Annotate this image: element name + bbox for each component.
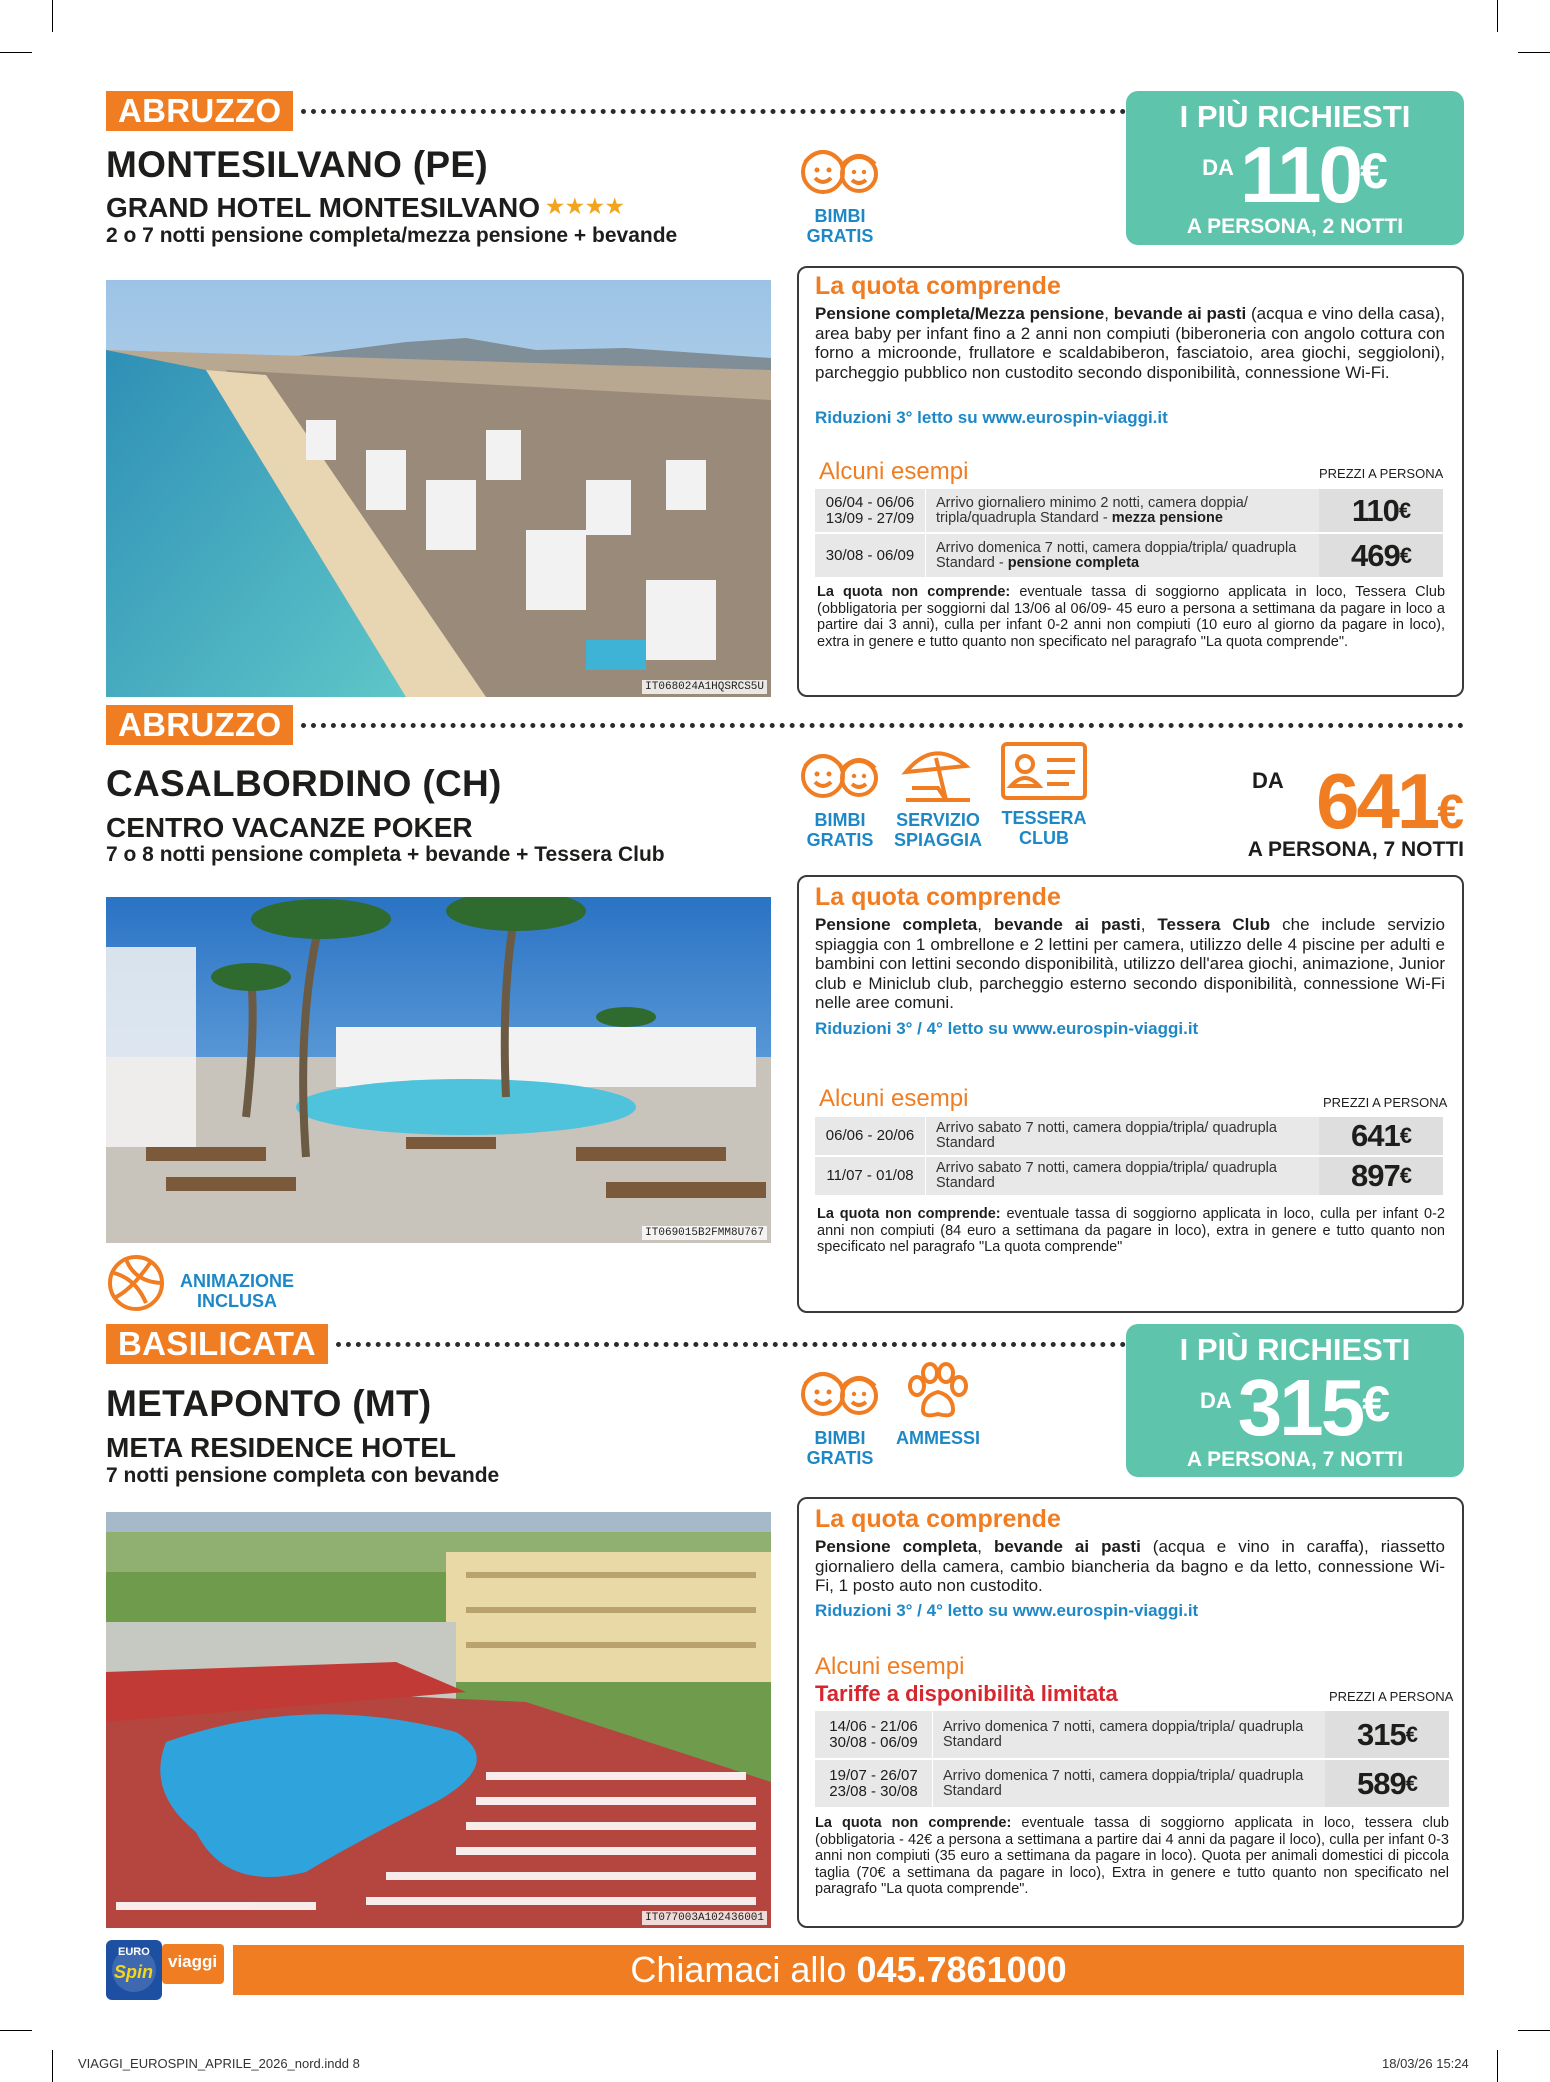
reductions-link[interactable]: Riduzioni 3° letto su www.eurospin-viaggi.it [815, 408, 1168, 427]
city-title: METAPONTO (MT) [106, 1383, 432, 1424]
price-value: 110 [1239, 130, 1361, 219]
table-row [815, 534, 1443, 577]
date-value: 06/04 - 06/06 [825, 493, 915, 511]
price-cell [1319, 1157, 1443, 1195]
examples-table [815, 1117, 1443, 1195]
animation-label-line: ANIMAZIONE [180, 1271, 294, 1291]
note-label: La quota non comprende: [817, 1206, 1001, 1222]
inclusion-sep: , [977, 915, 994, 934]
inclusion-sep: , [1104, 304, 1114, 323]
feature-label: TESSERA [1001, 808, 1087, 828]
animation-label-line: INCLUSA [197, 1291, 277, 1311]
hotel-photo [106, 897, 771, 1243]
reductions-link[interactable]: Riduzioni 3° / 4° letto su www.eurospin-viaggi.it [815, 1601, 1199, 1620]
price-value: 469 [1351, 537, 1400, 573]
crop-mark [1518, 52, 1550, 53]
desc-bold: mezza pensione [1111, 509, 1223, 526]
feature-kids-free [790, 744, 890, 850]
price-prefix: DA [1252, 768, 1284, 793]
price-currency: € [1405, 1721, 1417, 1747]
feature-label: BIMBI [814, 810, 866, 830]
price-value: 897 [1351, 1158, 1400, 1193]
paw-icon [903, 1362, 973, 1422]
date-cell [815, 1760, 933, 1807]
date-cell [815, 534, 926, 577]
hotel-photo [106, 280, 771, 697]
promo-price-box [1126, 91, 1464, 245]
feature-kids-free [790, 1362, 890, 1468]
limited-availability-label: Tariffe a disponibilità limitata [815, 1681, 1118, 1706]
feature-pets-allowed [888, 1362, 988, 1448]
crop-mark [1497, 0, 1498, 32]
city-title: CASALBORDINO (CH) [106, 763, 502, 804]
desc-cell [926, 534, 1318, 577]
date-cell [815, 1711, 933, 1758]
note-text: eventuale tassa di soggiorno applicata in loco, Tessera Club (obbligatoria per soggiorni dal 13/06 al 06/09- 45 euro a persona a settimana da pagare in loco a partire dai 3 anni), culla per infant 0-2 anni non compiuti (10 euro al giorno da pagare in loco), extra in genere e tutto quanto non specificato nel paragrafo "La quota comprende". [817, 584, 1446, 650]
club-card-icon [999, 740, 1089, 802]
print-slug-file: VIAGGI_EUROSPIN_APRILE_2026_nord.indd 8 [78, 2056, 360, 2071]
eurospin-viaggi-logo [106, 1940, 224, 2000]
exclusions-note [815, 1815, 1449, 1898]
feature-label: BIMBI [814, 206, 866, 226]
inclusion-rest: (acqua e vino in caraffa), riassetto giornaliero della camera, cambio biancheria da bagno e da letto, connessione Wi-Fi, 1 posto auto non custodito. [815, 1537, 1445, 1595]
desc-text: Arrivo domenica 7 notti, camera doppia/tripla/ quadrupla Standard [943, 1718, 1304, 1750]
table-row [815, 489, 1443, 532]
examples-table [815, 489, 1443, 577]
price-currency: € [1399, 1123, 1411, 1148]
hotel-photo [106, 1512, 771, 1928]
feature-label: GRATIS [806, 226, 874, 246]
inclusion-bold: Pensione completa/Mezza pensione [815, 304, 1105, 323]
inclusion-rest: (acqua e vino della casa), area baby per infant fino a 2 anni non compiuti (biberoneria con angolo cottura con forno a microonde, frullatore e scaldabiberon, fasciatoio, area giochi, seggioloni), parcheggio pubblico non custodito secondo disponibilità, connessione Wi-Fi. [815, 304, 1446, 382]
inclusion-bold: bevande ai pasti [993, 915, 1141, 934]
feature-label: AMMESSI [895, 1428, 980, 1448]
price-cell [1325, 1760, 1449, 1807]
feature-label: GRATIS [806, 1448, 874, 1468]
photo-code: IT077003A102436001 [642, 1911, 767, 1925]
phone-number[interactable]: 045.7861000 [856, 1949, 1067, 1990]
crop-mark [52, 2050, 53, 2082]
desc-cell [926, 1157, 1318, 1195]
examples-title: Alcuni esempi [819, 458, 969, 485]
crop-mark [52, 0, 53, 32]
price-value: 641 [1351, 1118, 1400, 1153]
desc-cell [926, 1117, 1318, 1155]
promo-price-box [1126, 1324, 1464, 1477]
price-cell [1325, 1711, 1449, 1758]
date-value: 19/07 - 26/07 [829, 1766, 918, 1784]
dotted-divider [301, 723, 1464, 728]
feature-label: SERVIZIO [896, 810, 980, 830]
reductions-link[interactable]: Riduzioni 3° / 4° letto su www.eurospin-viaggi.it [815, 1019, 1199, 1038]
box-title: La quota comprende [815, 272, 1061, 300]
call-us-bar[interactable] [233, 1945, 1464, 1995]
desc-text: Arrivo domenica 7 notti, camera doppia/tripla/ quadrupla Standard [943, 1767, 1304, 1799]
price-currency: € [1398, 497, 1411, 523]
hotel-name [106, 192, 626, 224]
desc-text: Arrivo domenica 7 notti, camera doppia/tripla/ quadrupla Standard - [936, 539, 1297, 571]
feature-beach-service [888, 744, 988, 850]
inclusion-sep: , [977, 1537, 994, 1556]
logo-text-main: Spin [114, 1962, 153, 1982]
region-bar [106, 1324, 1126, 1364]
table-row [815, 1117, 1443, 1155]
examples-title: Alcuni esempi [815, 1653, 965, 1680]
hotel-name: META RESIDENCE HOTEL [106, 1432, 457, 1463]
price-cell [1319, 1117, 1443, 1155]
info-box [797, 875, 1464, 1313]
date-cell [815, 1117, 926, 1155]
promo-footnote: A PERSONA, 2 NOTTI [1186, 215, 1404, 238]
desc-text: Arrivo sabato 7 notti, camera doppia/tripla/ quadrupla Standard [936, 1160, 1277, 1191]
promo-title: I PIÙ RICHIESTI [1179, 99, 1411, 134]
price-cell [1319, 534, 1443, 577]
date-value: 30/08 - 06/09 [825, 546, 915, 564]
promo-title: I PIÙ RICHIESTI [1179, 1332, 1411, 1367]
price-currency: € [1399, 1163, 1411, 1188]
crop-mark [1497, 2050, 1498, 2082]
photo-code: IT068024A1HQSRCS5U [642, 680, 767, 694]
print-slug-date: 18/03/26 15:24 [1382, 2056, 1469, 2071]
feature-club-card [993, 740, 1095, 848]
offer-subtitle: 2 o 7 notti pensione completa/mezza pensione + bevande [106, 224, 678, 247]
table-row [815, 1711, 1449, 1758]
price-value: 315 [1357, 1716, 1406, 1752]
date-value: 06/06 - 20/06 [825, 1127, 915, 1144]
inclusions-text [815, 915, 1445, 1013]
feature-label: GRATIS [806, 830, 874, 850]
offer-price [1200, 757, 1464, 868]
note-label: La quota non comprende: [815, 1815, 1012, 1831]
price-currency: € [1405, 1770, 1417, 1796]
crop-mark [0, 2030, 32, 2031]
examples-title: Alcuni esempi [819, 1085, 969, 1112]
desc-text: Arrivo giornaliero minimo 2 notti, camera doppia/ tripla/quadrupla Standard - [936, 494, 1248, 526]
date-value: 11/07 - 01/08 [826, 1167, 914, 1184]
note-text: eventuale tassa di soggiorno applicata in loco, tessera club (obbligatoria - 42€ a persona a settimana a partire dai 4 anni da pagare il loco), culla per infant 0-3 anni non compiuti (35 euro a settimana da pagare in loco). Quota per animali domestici di piccola taglia (70€ a settimana da pagare in loco), Extra in genere e tutto quanto non specificato nel paragrafo "La quota comprende". [815, 1815, 1449, 1897]
price-footnote: A PERSONA, 7 NOTTI [1247, 838, 1464, 861]
inclusion-bold: Pensione completa [815, 915, 978, 934]
inclusion-rest: che include servizio spiaggia con 1 ombrellone e 2 lettini per camera, utilizzo delle 4 piscine per adulti e bambini con lettini secondo disponibilità, utilizzo dell'area giochi, animazione, Junior club e Miniclub club, parcheggio esterno secondo disponibilità, connessione Wi-Fi nelle aree comuni. [815, 915, 1445, 1012]
info-box [797, 1497, 1464, 1928]
per-person-label: PREZZI A PERSONA [1323, 1095, 1448, 1110]
inclusion-sep: , [1140, 915, 1158, 934]
feature-kids-free [790, 140, 890, 246]
logo-text-top: EURO [118, 1946, 150, 1958]
inclusion-bold: Tessera Club [1157, 915, 1271, 934]
date-cell [815, 1157, 926, 1195]
price-main [1316, 757, 1464, 845]
inclusions-text [815, 1537, 1445, 1596]
desc-cell [926, 489, 1318, 532]
beach-umbrella-icon [898, 744, 978, 804]
box-title: La quota comprende [815, 883, 1061, 911]
city-title: MONTESILVANO (PE) [106, 144, 488, 185]
promo-price [1126, 1363, 1464, 1452]
kids-icon [795, 1362, 885, 1422]
animation-included [106, 1253, 326, 1313]
logo-text-right: viaggi [168, 1952, 218, 1971]
promo-footnote: A PERSONA, 7 NOTTI [1186, 1448, 1404, 1471]
dotted-divider [336, 1342, 1126, 1347]
table-row [815, 1760, 1449, 1807]
kids-icon [795, 140, 885, 200]
price-value: 110 [1351, 492, 1399, 528]
feature-label: SPIAGGIA [893, 830, 982, 850]
crop-mark [0, 52, 32, 53]
inclusion-bold: bevande ai pasti [1113, 304, 1247, 323]
region-label: ABRUZZO [106, 91, 293, 131]
per-person-label: PREZZI A PERSONA [1319, 466, 1444, 481]
price-value: 315 [1237, 1363, 1363, 1452]
kids-icon [795, 744, 885, 804]
volleyball-icon [106, 1253, 166, 1313]
price-cell [1319, 489, 1443, 532]
feature-label: CLUB [1019, 828, 1069, 848]
desc-text: Arrivo sabato 7 notti, camera doppia/tripla/ quadrupla Standard [936, 1120, 1277, 1151]
note-label: La quota non comprende: [817, 584, 1011, 600]
star-rating: ★★★★ [546, 196, 626, 218]
animation-label [180, 1271, 294, 1311]
hotel-name: CENTRO VACANZE POKER [106, 812, 473, 843]
crop-mark [1518, 2030, 1550, 2031]
price-prefix: DA [1202, 155, 1234, 180]
inclusion-bold: bevande ai pasti [993, 1537, 1141, 1556]
price-currency: € [1437, 786, 1464, 839]
date-cell [815, 489, 926, 532]
region-bar [106, 91, 1126, 131]
region-bar [106, 705, 1464, 745]
desc-cell [933, 1711, 1325, 1758]
info-box [797, 266, 1464, 697]
price-currency: € [1399, 542, 1411, 568]
promo-price [1126, 130, 1464, 219]
offer-subtitle: 7 notti pensione completa con bevande [106, 1464, 500, 1487]
region-label: ABRUZZO [106, 705, 293, 745]
price-currency: € [1360, 143, 1388, 199]
exclusions-note [817, 1206, 1445, 1256]
box-title: La quota comprende [815, 1505, 1061, 1533]
region-label: BASILICATA [106, 1324, 328, 1364]
price-currency: € [1362, 1376, 1391, 1432]
photo-code: IT069015B2FMM8U767 [642, 1226, 767, 1240]
desc-bold: pensione completa [1007, 554, 1140, 571]
price-prefix: DA [1199, 1388, 1232, 1413]
note-text: eventuale tassa di soggiorno applicata in loco, culla per infant 0-2 anni non compiuti (84 euro a settimana da pagare in loco), extra in genere e tutto quanto non specificato nel paragrafo "La quota comprende" [817, 1206, 1445, 1255]
examples-table [815, 1711, 1449, 1807]
exclusions-note [817, 584, 1445, 650]
hotel-name-text: GRAND HOTEL MONTESILVANO [106, 192, 540, 223]
call-us-text: Chiamaci allo [630, 1949, 847, 1990]
date-value: 23/08 - 30/08 [829, 1782, 918, 1800]
inclusions-text [815, 304, 1445, 382]
offer-subtitle: 7 o 8 notti pensione completa + bevande + Tessera Club [106, 843, 665, 866]
date-value: 30/08 - 06/09 [829, 1733, 918, 1751]
date-value: 14/06 - 21/06 [829, 1717, 918, 1735]
table-row [815, 1157, 1443, 1195]
date-value: 13/09 - 27/09 [825, 509, 915, 527]
per-person-label: PREZZI A PERSONA [1329, 1689, 1454, 1704]
price-value: 641 [1316, 757, 1438, 845]
dotted-divider [301, 109, 1126, 114]
feature-label: BIMBI [814, 1428, 866, 1448]
desc-cell [933, 1760, 1325, 1807]
inclusion-bold: Pensione completa [815, 1537, 978, 1556]
price-value: 589 [1357, 1765, 1406, 1801]
